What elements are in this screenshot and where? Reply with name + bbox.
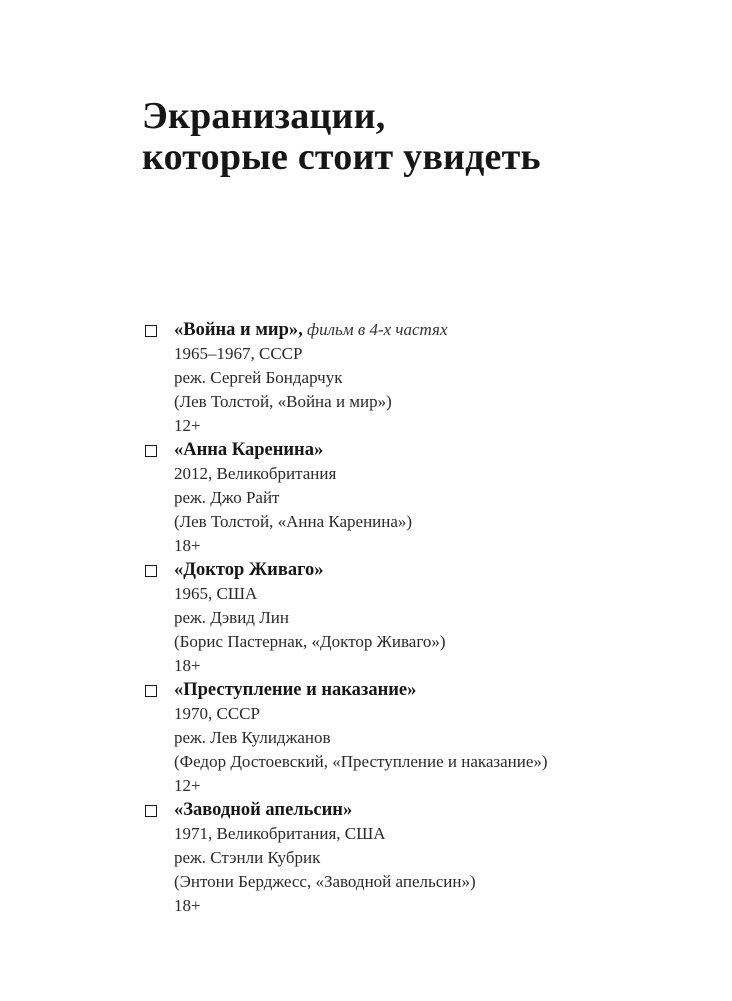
film-title-line bbox=[174, 318, 448, 342]
film-director: реж. Стэнли Кубрик bbox=[174, 848, 321, 867]
film-note: фильм в 4-х частях bbox=[307, 320, 448, 339]
film-source: (Борис Пастернак, «Доктор Живаго») bbox=[174, 632, 446, 651]
film-item-war-and-peace bbox=[0, 318, 732, 438]
film-director: реж. Дэвид Лин bbox=[174, 608, 289, 627]
film-year-country: 1965, США bbox=[174, 584, 258, 603]
film-item-clockwork-orange bbox=[0, 798, 732, 918]
film-title: «Анна Каренина» bbox=[174, 440, 324, 460]
film-director: реж. Лев Кулиджанов bbox=[174, 728, 331, 747]
film-details bbox=[174, 318, 448, 438]
film-director: реж. Джо Райт bbox=[174, 488, 280, 507]
film-director: реж. Сергей Бондарчук bbox=[174, 368, 343, 387]
film-title-line bbox=[174, 798, 476, 822]
film-details bbox=[174, 558, 446, 678]
page-title-line-2: которые стоит увидеть bbox=[142, 136, 541, 178]
film-year-country: 1965–1967, СССР bbox=[174, 344, 303, 363]
checkbox-icon[interactable] bbox=[145, 565, 157, 577]
film-rating: 12+ bbox=[174, 776, 201, 795]
film-title-line bbox=[174, 558, 446, 582]
film-details bbox=[174, 678, 548, 798]
checkbox-icon[interactable] bbox=[145, 685, 157, 697]
film-checklist bbox=[0, 318, 732, 918]
film-details bbox=[174, 798, 476, 918]
film-year-country: 2012, Великобритания bbox=[174, 464, 337, 483]
film-item-crime-and-punishment bbox=[0, 678, 732, 798]
film-rating: 18+ bbox=[174, 656, 201, 675]
checkbox-icon[interactable] bbox=[145, 325, 157, 337]
film-source: (Энтони Берджесс, «Заводной апельсин») bbox=[174, 872, 476, 891]
page-title bbox=[142, 96, 541, 178]
page-title-line-1: Экранизации, bbox=[142, 95, 386, 137]
film-title: «Заводной апельсин» bbox=[174, 800, 353, 820]
film-details bbox=[174, 438, 412, 558]
film-source: (Лев Толстой, «Война и мир») bbox=[174, 392, 392, 411]
film-title: «Преступление и наказание» bbox=[174, 680, 417, 700]
film-year-country: 1971, Великобритания, США bbox=[174, 824, 386, 843]
film-rating: 18+ bbox=[174, 896, 201, 915]
checkbox-icon[interactable] bbox=[145, 805, 157, 817]
checkbox-icon[interactable] bbox=[145, 445, 157, 457]
film-source: (Лев Толстой, «Анна Каренина») bbox=[174, 512, 413, 531]
film-rating: 12+ bbox=[174, 416, 201, 435]
film-title: «Доктор Живаго» bbox=[174, 560, 324, 580]
film-rating: 18+ bbox=[174, 536, 201, 555]
film-title-line bbox=[174, 678, 548, 702]
film-title: «Война и мир», bbox=[174, 320, 303, 340]
film-title-line bbox=[174, 438, 412, 462]
film-year-country: 1970, СССР bbox=[174, 704, 260, 723]
film-source: (Федор Достоевский, «Преступление и наказание») bbox=[174, 752, 548, 771]
film-item-doctor-zhivago bbox=[0, 558, 732, 678]
film-item-anna-karenina bbox=[0, 438, 732, 558]
